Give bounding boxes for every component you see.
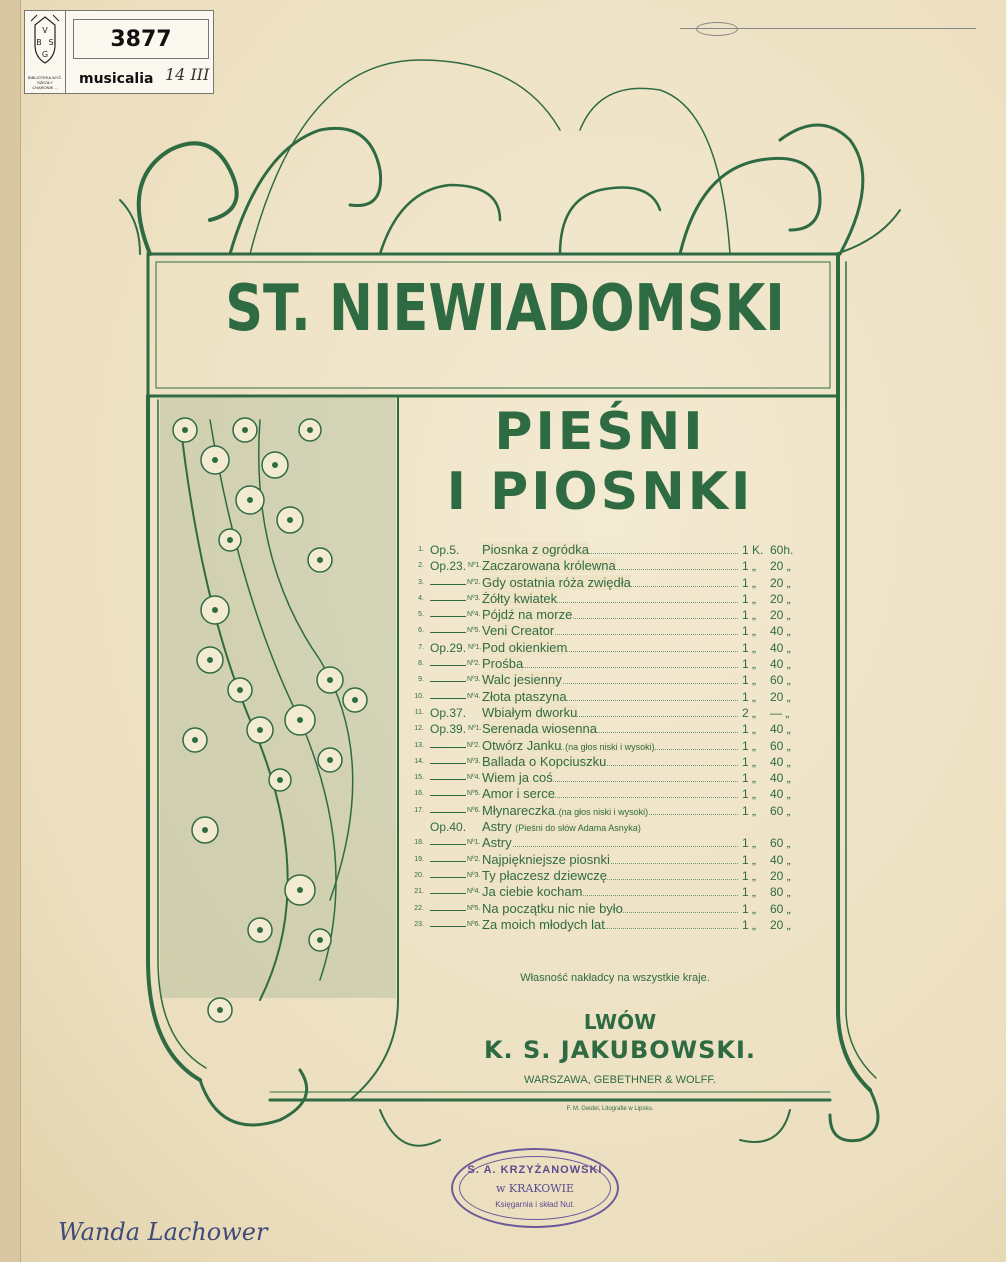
price-kronen: 1 K. bbox=[742, 543, 764, 557]
price-heller: — „ bbox=[770, 705, 790, 720]
song-row bbox=[398, 835, 818, 851]
piece-number: Nº4. bbox=[467, 774, 481, 782]
piece-number: Nº4. bbox=[467, 888, 481, 896]
song-title-text: Ballada o Kopciuszku bbox=[482, 753, 607, 769]
ditto-line bbox=[430, 632, 466, 633]
song-number: 18. bbox=[414, 839, 424, 847]
price-heller: 80 „ bbox=[770, 885, 791, 900]
song-title bbox=[482, 754, 606, 770]
song-number: 8. bbox=[418, 660, 424, 668]
price-kronen: 2 „ bbox=[742, 705, 757, 720]
shelf-number: 3877 bbox=[73, 19, 209, 59]
svg-text:V: V bbox=[42, 26, 48, 35]
song-note: (na głos niski i wysoki) bbox=[565, 741, 655, 752]
piece-number: Nº3. bbox=[467, 676, 481, 684]
song-row bbox=[398, 770, 818, 786]
price-heller: 20 „ bbox=[770, 575, 791, 590]
price-kronen: 1 „ bbox=[742, 640, 757, 655]
song-number: 7. bbox=[418, 643, 424, 651]
price-kronen: 1 „ bbox=[742, 852, 757, 867]
song-title bbox=[482, 575, 631, 591]
song-title-text: Amor i serce bbox=[482, 786, 555, 802]
price-kronen: 1 „ bbox=[742, 787, 757, 802]
price-heller: 60 „ bbox=[770, 836, 791, 851]
title-line-2: I PIOSNKI bbox=[446, 462, 754, 522]
collection-name: musicalia bbox=[79, 71, 154, 87]
song-number: 19. bbox=[414, 855, 424, 863]
price-kronen: 1 „ bbox=[742, 885, 757, 900]
song-row bbox=[398, 852, 818, 868]
song-title-text: Zaczarowana królewna bbox=[482, 558, 616, 574]
opus-number: Op.39. bbox=[430, 722, 467, 737]
song-number: 10. bbox=[414, 692, 424, 700]
price-kronen: 1 „ bbox=[742, 722, 757, 737]
song-row bbox=[398, 721, 818, 737]
song-title-text: Astry bbox=[482, 835, 512, 851]
piece-number: Nº1. bbox=[468, 725, 482, 733]
price-heller: 60 „ bbox=[770, 673, 791, 688]
song-list bbox=[398, 542, 818, 933]
ditto-line bbox=[430, 600, 466, 601]
song-row bbox=[398, 901, 818, 917]
song-row bbox=[398, 819, 818, 835]
piece-number: Nº1. bbox=[467, 839, 481, 847]
svg-text:S: S bbox=[48, 38, 54, 47]
ditto-line bbox=[430, 698, 466, 699]
piece-number: Nº2. bbox=[467, 855, 481, 863]
song-row bbox=[398, 884, 818, 900]
song-title bbox=[482, 623, 554, 639]
song-row bbox=[398, 672, 818, 688]
song-title bbox=[482, 558, 616, 574]
song-title-text: Wbiałym dworku bbox=[482, 704, 578, 720]
price-kronen: 1 „ bbox=[742, 689, 757, 704]
song-row bbox=[398, 558, 818, 574]
price-heller: 40 „ bbox=[770, 754, 791, 769]
song-row bbox=[398, 705, 818, 721]
price-kronen: 1 „ bbox=[742, 754, 757, 769]
song-title bbox=[482, 835, 512, 851]
song-title bbox=[482, 901, 623, 917]
song-row bbox=[398, 623, 818, 639]
piece-number: Nº4. bbox=[467, 611, 481, 619]
price-heller: 60 „ bbox=[770, 738, 791, 753]
piece-number: Nº5. bbox=[467, 627, 481, 635]
bookseller-stamp bbox=[451, 1148, 619, 1228]
price-heller: 60h. bbox=[770, 543, 794, 557]
price-kronen: 1 „ bbox=[742, 738, 757, 753]
song-title-text: Otwórz Janku bbox=[482, 737, 562, 753]
price-heller: 60 „ bbox=[770, 901, 791, 916]
song-number: 3. bbox=[418, 578, 424, 586]
publisher-city: LWÓW bbox=[583, 1010, 657, 1034]
song-number: 21. bbox=[414, 888, 424, 896]
song-row bbox=[398, 607, 818, 623]
ditto-line bbox=[430, 844, 466, 845]
opus-number: Op.23. bbox=[430, 559, 467, 574]
song-row bbox=[398, 689, 818, 705]
co-publisher: WARSZAWA, GEBETHNER & WOLFF. bbox=[524, 1074, 716, 1086]
song-title bbox=[482, 640, 567, 656]
song-title-text: Żółty kwiatek bbox=[482, 590, 558, 606]
song-row bbox=[398, 738, 818, 754]
song-title-text: Astry bbox=[482, 819, 512, 835]
song-title-text: Ja ciebie kocham bbox=[482, 884, 583, 900]
price-heller: 20 „ bbox=[770, 559, 791, 574]
song-number: 6. bbox=[418, 627, 424, 635]
song-title bbox=[482, 591, 557, 607]
ditto-line bbox=[430, 893, 466, 894]
ditto-line bbox=[430, 747, 466, 748]
song-title bbox=[482, 803, 648, 820]
song-row bbox=[398, 542, 818, 558]
song-title bbox=[482, 738, 655, 755]
song-row bbox=[398, 640, 818, 656]
price-kronen: 1 „ bbox=[742, 836, 757, 851]
song-number: 4. bbox=[418, 594, 424, 602]
song-title-text: Pójdź na morze bbox=[482, 607, 573, 623]
song-title-text: Wiem ja coś bbox=[482, 770, 553, 786]
price-kronen: 1 „ bbox=[742, 868, 757, 883]
song-title bbox=[482, 607, 572, 623]
price-kronen: 1 „ bbox=[742, 803, 757, 818]
song-title bbox=[482, 884, 582, 900]
price-heller: 40 „ bbox=[770, 852, 791, 867]
price-heller: 20 „ bbox=[770, 608, 791, 623]
song-title-text: Na początku nic nie było bbox=[482, 900, 623, 916]
song-title-text: Walc jesienny bbox=[482, 672, 562, 688]
stamp-line-2: w KRAKOWIE bbox=[496, 1182, 574, 1195]
song-title bbox=[482, 770, 553, 786]
price-heller: 60 „ bbox=[770, 803, 791, 818]
rights-notice: Własność nakładcy na wszystkie kraje. bbox=[520, 972, 710, 984]
price-heller: 20 „ bbox=[770, 917, 791, 932]
song-row bbox=[398, 575, 818, 591]
price-kronen: 1 „ bbox=[742, 917, 757, 932]
price-heller: 40 „ bbox=[770, 787, 791, 802]
song-title bbox=[482, 917, 605, 933]
song-title bbox=[482, 542, 589, 558]
ditto-line bbox=[430, 665, 466, 666]
song-title-text: Złota ptaszyna bbox=[482, 688, 567, 704]
song-title-text: Pod okienkiem bbox=[482, 639, 568, 655]
song-row bbox=[398, 917, 818, 933]
song-number: 15. bbox=[414, 774, 424, 782]
song-title bbox=[482, 705, 577, 721]
song-title bbox=[482, 689, 567, 705]
leader-dots bbox=[482, 846, 738, 847]
piece-number: Nº6. bbox=[467, 806, 481, 814]
ditto-line bbox=[430, 616, 466, 617]
piece-number: Nº3. bbox=[467, 871, 481, 879]
piece-number: Nº2. bbox=[467, 741, 481, 749]
price-kronen: 1 „ bbox=[742, 624, 757, 639]
song-title bbox=[482, 868, 607, 884]
song-number: 22. bbox=[414, 904, 424, 912]
song-note: (na głos niski i wysoki) bbox=[558, 806, 649, 817]
ditto-line bbox=[430, 910, 466, 911]
song-title-text: Młynareczka bbox=[482, 802, 555, 818]
piece-number: Nº1. bbox=[468, 643, 482, 651]
price-heller: 40 „ bbox=[770, 657, 791, 672]
piece-number: Nº6. bbox=[467, 920, 481, 928]
song-title-text: Veni Creator bbox=[482, 623, 555, 639]
ditto-line bbox=[430, 861, 466, 862]
opus-number: Op.5. bbox=[430, 543, 460, 557]
song-number: 16. bbox=[414, 790, 424, 798]
ditto-line bbox=[430, 681, 466, 682]
price-heller: 40 „ bbox=[770, 624, 791, 639]
piece-number: Nº4. bbox=[467, 692, 481, 700]
song-title bbox=[482, 786, 555, 802]
title-line-1: PIEŚNI bbox=[494, 402, 706, 462]
price-kronen: 1 „ bbox=[742, 657, 757, 672]
piece-number: Nº5. bbox=[467, 790, 481, 798]
song-title bbox=[482, 672, 562, 688]
song-title-text: Ty płaczesz dziewczę bbox=[482, 867, 607, 883]
song-title-text: Serenada wiosenna bbox=[482, 721, 597, 737]
song-title-text: Najpiękniejsze piosnki bbox=[482, 851, 610, 867]
composer-name: ST. NIEWIADOMSKI bbox=[225, 272, 785, 346]
song-number: 23. bbox=[414, 920, 424, 928]
song-row bbox=[398, 786, 818, 802]
song-number: 12. bbox=[414, 725, 424, 733]
opus-number: Op.40. bbox=[430, 820, 467, 835]
song-title bbox=[482, 721, 597, 737]
price-heller: 20 „ bbox=[770, 868, 791, 883]
piece-number: Nº2. bbox=[467, 578, 481, 586]
piece-number: Nº1. bbox=[468, 562, 482, 570]
opus-number: Op.29. bbox=[430, 640, 467, 655]
price-heller: 40 „ bbox=[770, 640, 791, 655]
song-title-text: Piosnka z ogródka bbox=[482, 542, 589, 557]
song-number: 9. bbox=[418, 676, 424, 684]
song-number: 2. bbox=[418, 562, 424, 570]
song-number: 20. bbox=[414, 871, 424, 879]
price-kronen: 1 „ bbox=[742, 771, 757, 786]
song-title-text: Gdy ostatnia róża zwiędła bbox=[482, 574, 631, 590]
ditto-line bbox=[430, 812, 466, 813]
price-heller: 20 „ bbox=[770, 591, 791, 606]
ditto-line bbox=[430, 763, 466, 764]
song-row bbox=[398, 591, 818, 607]
publisher-name: K. S. JAKUBOWSKI. bbox=[483, 1036, 757, 1064]
piece-number: Nº3. bbox=[467, 757, 481, 765]
price-kronen: 1 „ bbox=[742, 591, 757, 606]
song-number: 11. bbox=[414, 708, 424, 716]
ditto-line bbox=[430, 584, 466, 585]
price-kronen: 1 „ bbox=[742, 559, 757, 574]
song-title-text: Za moich młodych lat bbox=[482, 916, 605, 932]
price-heller: 20 „ bbox=[770, 689, 791, 704]
song-title-text: Prośba bbox=[482, 656, 524, 672]
song-row bbox=[398, 656, 818, 672]
price-kronen: 1 „ bbox=[742, 575, 757, 590]
price-kronen: 1 „ bbox=[742, 673, 757, 688]
song-note: (Pieśni do słów Adama Asnyka) bbox=[515, 823, 641, 834]
printer-credit: F. M. Geidel, Litografie w Lipsku. bbox=[566, 1106, 654, 1112]
owner-signature: Wanda Lachower bbox=[58, 1218, 268, 1246]
svg-text:B: B bbox=[36, 38, 42, 47]
song-number: 1. bbox=[418, 546, 424, 553]
song-number: 5. bbox=[418, 611, 424, 619]
stamp-line-1: S. A. KRZYŻANOWSKI bbox=[467, 1164, 603, 1176]
library-logo-text: BIBLIOTEKA WYŻ. SZKOŁY CHARONIE ... bbox=[27, 75, 63, 90]
piece-number: Nº2. bbox=[467, 660, 481, 668]
song-number: 17. bbox=[414, 806, 424, 814]
handwritten-shelf-mark: 14 III bbox=[165, 65, 210, 84]
ditto-line bbox=[430, 779, 466, 780]
song-title bbox=[482, 656, 523, 672]
piece-number: Nº3. bbox=[467, 594, 481, 602]
svg-text:G: G bbox=[41, 50, 49, 59]
piece-number: Nº5. bbox=[467, 904, 481, 912]
song-title bbox=[482, 819, 641, 836]
song-number: 13. bbox=[414, 741, 424, 749]
song-number: 14. bbox=[414, 757, 424, 765]
ditto-line bbox=[430, 795, 466, 796]
price-heller: 40 „ bbox=[770, 771, 791, 786]
song-row bbox=[398, 803, 818, 819]
ditto-line bbox=[430, 877, 466, 878]
stamp-line-3: Księgarnia i skład Nut. bbox=[495, 1200, 575, 1209]
ditto-line bbox=[430, 926, 466, 927]
song-title bbox=[482, 852, 610, 868]
price-kronen: 1 „ bbox=[742, 608, 757, 623]
price-kronen: 1 „ bbox=[742, 901, 757, 916]
song-row bbox=[398, 868, 818, 884]
opus-number: Op.37. bbox=[430, 705, 467, 720]
price-heller: 40 „ bbox=[770, 722, 791, 737]
song-row bbox=[398, 754, 818, 770]
